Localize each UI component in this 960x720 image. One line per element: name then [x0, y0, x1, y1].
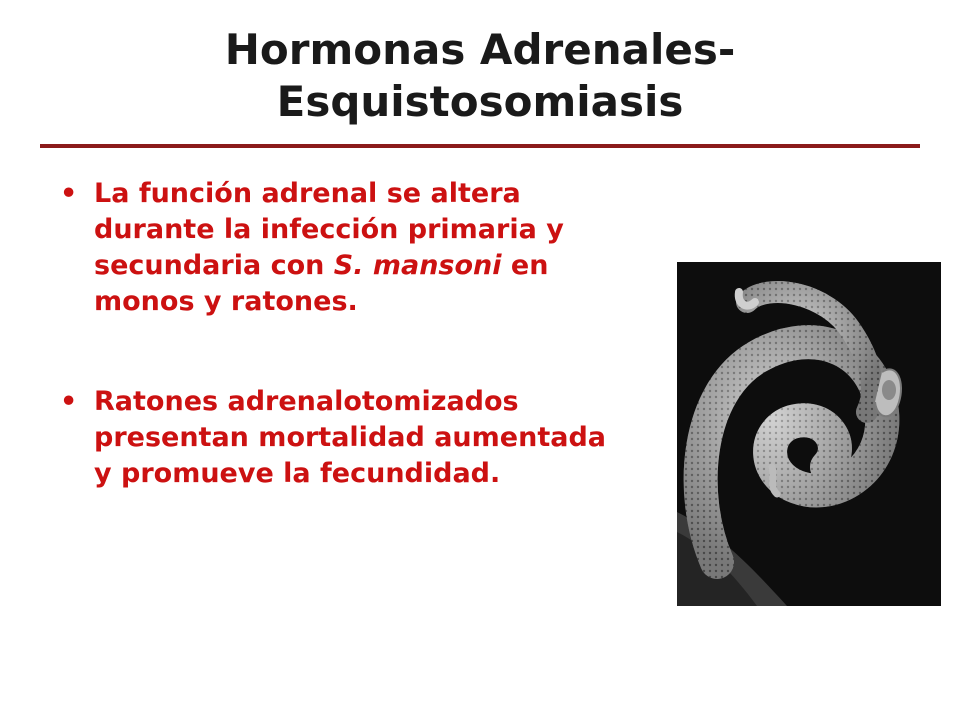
bullet-1-text-end: en monos y ratones. [94, 250, 549, 317]
schistosoma-micrograph-image [677, 262, 941, 606]
bullet-2-text: Ratones adrenalotomizados presentan mortalidad aumentada y promueve la fecundidad. [94, 386, 606, 489]
bullet-1-text-start: La función adrenal se altera durante la infección primaria y secundaria con [94, 178, 564, 281]
bullet-item-2 [60, 384, 630, 492]
bullet-icon: • [60, 386, 78, 417]
title-divider [40, 144, 920, 148]
species-name: S. mansoni [333, 250, 502, 281]
title-line-1: Hormonas Adrenales- [224, 25, 736, 74]
bullet-list [60, 176, 630, 556]
slide-title [60, 24, 900, 128]
title-line-2: Esquistosomiasis [276, 77, 684, 126]
bullet-icon: • [60, 178, 78, 209]
schistosoma-micrograph-icon [677, 262, 941, 606]
bullet-item-1 [60, 176, 630, 320]
